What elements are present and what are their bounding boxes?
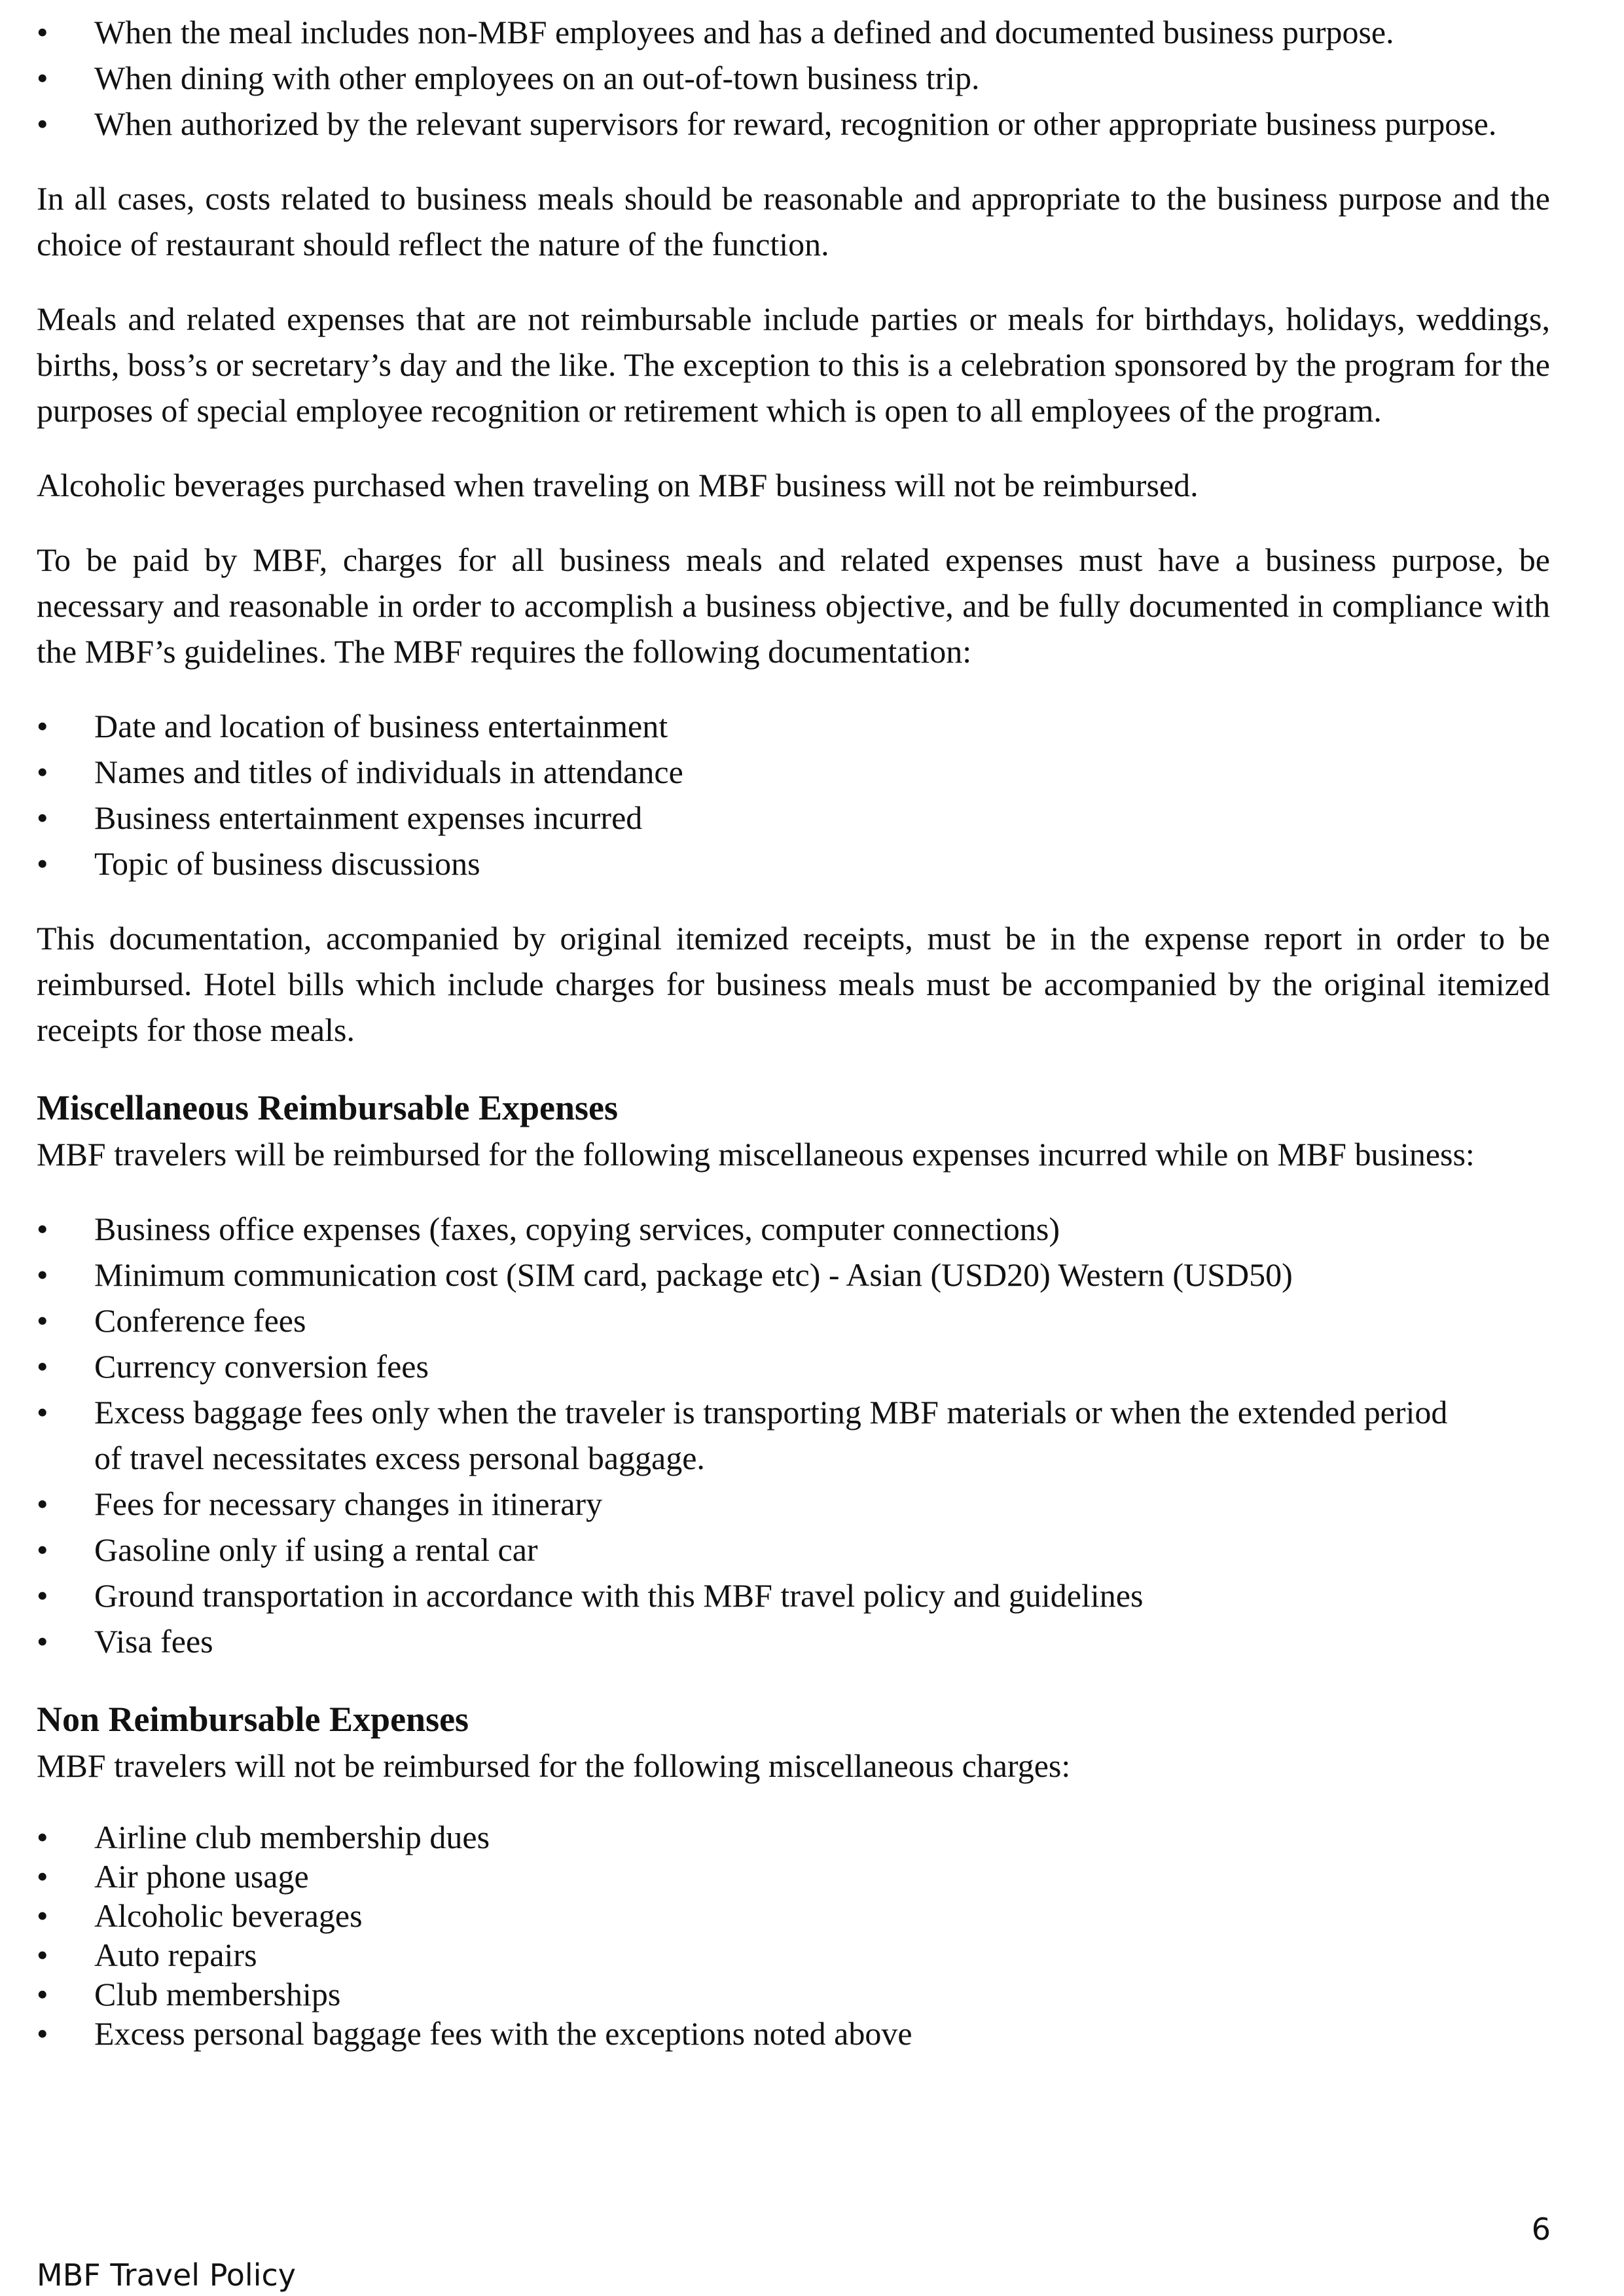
list-item: • Business entertainment expenses incurred xyxy=(37,795,1550,841)
page-number: 6 xyxy=(1531,2212,1551,2247)
list-item: • Date and location of business entertainment xyxy=(37,703,1550,749)
documentation-list xyxy=(37,703,1550,886)
list-item: • When the meal includes non-MBF employees and has a defined and documented business purpose. xyxy=(37,9,1550,55)
section-intro: MBF travelers will not be reimbursed for the following miscellaneous charges: xyxy=(37,1747,1071,1784)
section-intro: MBF travelers will be reimbursed for the following miscellaneous expenses incurred while on MBF business: xyxy=(37,1136,1475,1173)
list-item: • Business office expenses (faxes, copying services, computer connections) xyxy=(37,1206,1550,1252)
document-page xyxy=(37,9,1550,2053)
bullet: • xyxy=(37,1819,48,1855)
bullet: • xyxy=(37,1531,48,1568)
bullet: • xyxy=(37,708,48,744)
list-item: • Alcoholic beverages xyxy=(37,1897,363,1934)
bullet: • xyxy=(37,14,48,50)
list-item: • Air phone usage xyxy=(37,1858,309,1895)
nonreimbursable-list xyxy=(37,1817,1550,2053)
list-item: • Auto repairs xyxy=(37,1937,257,1973)
paragraph: To be paid by MBF, charges for all business meals and related expenses must have a business purpose, be necessary and reasonable in order to accomplish a business objective, and be fully documented in compliance with the MBF’s guidelines. The MBF requires the following documentation: xyxy=(37,541,1550,670)
bullet: • xyxy=(37,1348,48,1385)
list-item: • Ground transportation in accordance with this MBF travel policy and guidelines xyxy=(37,1573,1550,1618)
bullet: • xyxy=(37,1937,48,1973)
bullet: • xyxy=(37,1485,48,1522)
list-item: • Names and titles of individuals in attendance xyxy=(37,749,1550,795)
list-item: • Fees for necessary changes in itinerary xyxy=(37,1481,1550,1527)
list-item: • Airline club membership dues xyxy=(37,1819,490,1855)
bullet: • xyxy=(37,799,48,836)
bullet: • xyxy=(37,60,48,96)
paragraph: This documentation, accompanied by original itemized receipts, must be in the expense report in order to be reimbursed. Hotel bills which include charges for business meals must be accompanied by the original itemized receipts for those meals. xyxy=(37,920,1550,1048)
bullet: • xyxy=(37,1256,48,1293)
list-item: • Club memberships xyxy=(37,1976,341,2013)
bullet: • xyxy=(37,1976,48,2013)
list-item: • Minimum communication cost (SIM card, package etc) - Asian (USD20) Western (USD50) xyxy=(37,1252,1550,1298)
list-item: • Topic of business discussions xyxy=(37,841,1550,886)
bullet: • xyxy=(37,105,48,142)
section-heading-nonreimbursable: Non Reimbursable Expenses xyxy=(37,1700,469,1739)
list-item: • When authorized by the relevant supervisors for reward, recognition or other appropriate business purpose. xyxy=(37,101,1550,147)
misc-expenses-list xyxy=(37,1206,1550,1664)
bullet: • xyxy=(37,2015,48,2052)
list-item: • Visa fees xyxy=(37,1618,1550,1664)
bullet: • xyxy=(37,1394,48,1430)
list-item: • Gasoline only if using a rental car xyxy=(37,1527,1550,1573)
bullet: • xyxy=(37,845,48,882)
bullet: • xyxy=(37,1858,48,1895)
bullet: • xyxy=(37,1577,48,1614)
list-item: • Excess baggage fees only when the traveler is transporting MBF materials or when the extended period of travel necessitates excess personal baggage. xyxy=(37,1389,1550,1481)
section-heading-misc: Miscellaneous Reimbursable Expenses xyxy=(37,1088,619,1127)
paragraph: Alcoholic beverages purchased when traveling on MBF business will not be reimbursed. xyxy=(37,467,1199,503)
bullet: • xyxy=(37,1897,48,1934)
list-item: • Conference fees xyxy=(37,1298,1550,1343)
list-item: • When dining with other employees on an out-of-town business trip. xyxy=(37,55,1550,101)
list-item: • Currency conversion fees xyxy=(37,1343,1550,1389)
bullet: • xyxy=(37,1302,48,1339)
paragraph: In all cases, costs related to business meals should be reasonable and appropriate to the business purpose and the choice of restaurant should reflect the nature of the function. xyxy=(37,180,1550,263)
paragraph: Meals and related expenses that are not reimbursable include parties or meals for birthdays, holidays, weddings, births, boss’s or secretary’s day and the like. The exception to this is a celebration sponsored by the program for the purposes of special employee recognition or retirement which is open to all employees of the program. xyxy=(37,301,1550,429)
bullet: • xyxy=(37,1211,48,1247)
list-item: • Excess personal baggage fees with the exceptions noted above xyxy=(37,2015,912,2052)
meal-conditions-list xyxy=(37,9,1550,147)
footer-title: MBF Travel Policy xyxy=(37,2257,297,2293)
bullet: • xyxy=(37,754,48,790)
bullet: • xyxy=(37,1623,48,1660)
